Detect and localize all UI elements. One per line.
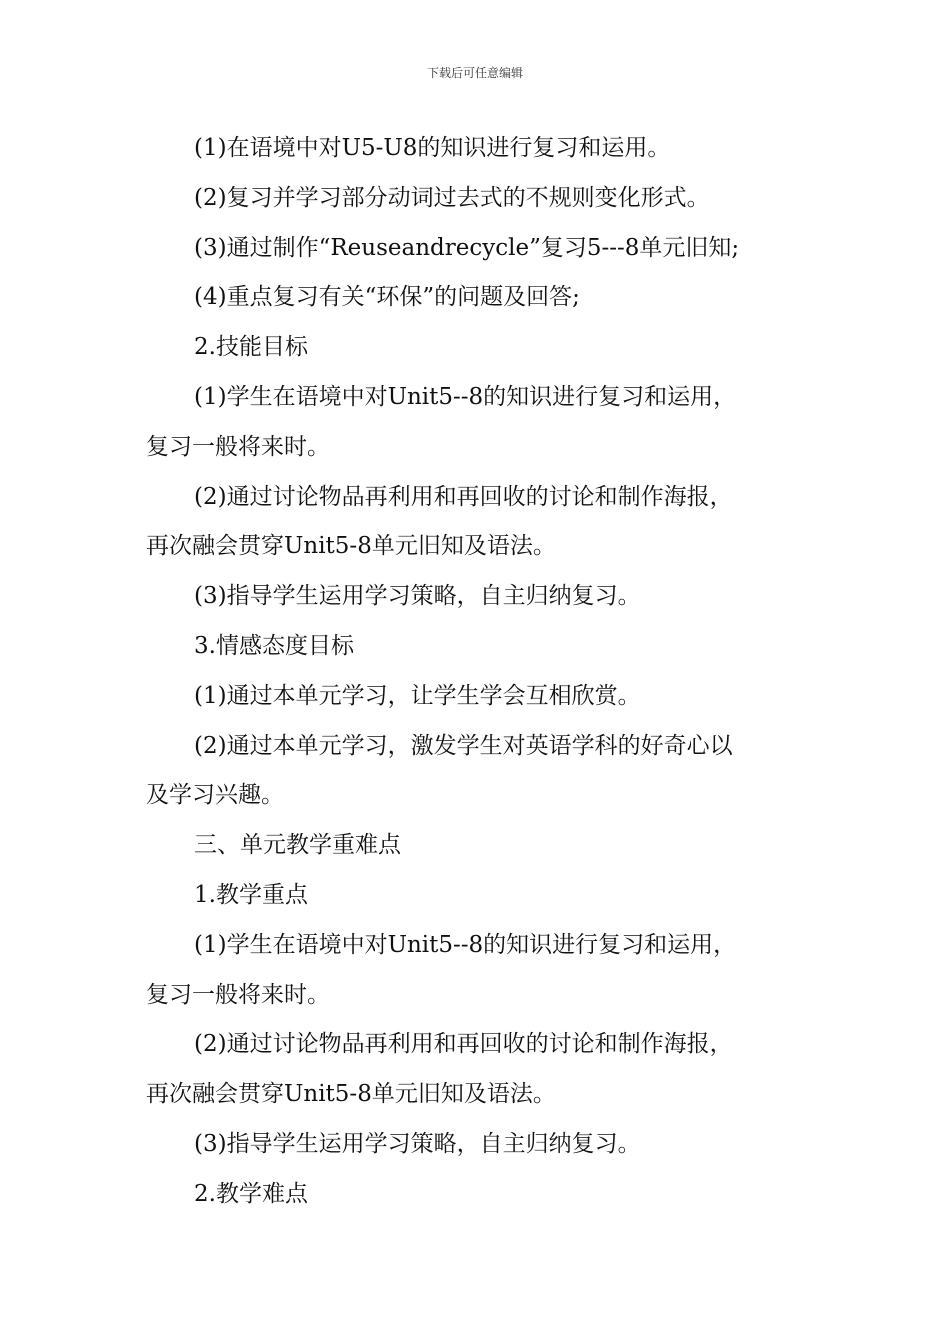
paragraph: (1)学生在语境中对Unit5--8的知识进行复习和运用， [194, 383, 737, 410]
paragraph-continuation: 再次融会贯穿Unit5-8单元旧知及语法。 [146, 1081, 556, 1108]
paragraph: (2)复习并学习部分动词过去式的不规则变化形式。 [194, 184, 710, 211]
paragraph: (3)指导学生运用学习策略，自主归纳复习。 [194, 1130, 641, 1157]
section-heading: 2.技能目标 [194, 334, 308, 361]
paragraph-continuation: 复习一般将来时。 [146, 981, 330, 1008]
paragraph: (3)指导学生运用学习策略，自主归纳复习。 [194, 583, 641, 610]
paragraph: (2)通过讨论物品再利用和再回收的讨论和制作海报， [194, 483, 733, 510]
section-heading: 三、单元教学重难点 [194, 832, 401, 859]
paragraph: (1)在语境中对U5-U8的知识进行复习和运用。 [194, 135, 671, 161]
page-header: 下载后可任意编辑 [426, 66, 523, 80]
paragraph: (1)通过本单元学习，让学生学会互相欣赏。 [194, 682, 641, 709]
paragraph-continuation: 再次融会贯穿Unit5-8单元旧知及语法。 [146, 533, 556, 560]
paragraph: (1)学生在语境中对Unit5--8的知识进行复习和运用， [194, 931, 737, 958]
paragraph-continuation: 复习一般将来时。 [146, 433, 330, 460]
paragraph: (3)通过制作“Reuseandrecycle”复习5---8单元旧知; [194, 234, 740, 261]
section-heading: 1.教学重点 [194, 881, 308, 908]
paragraph: (2)通过讨论物品再利用和再回收的讨论和制作海报， [194, 1031, 733, 1058]
section-heading: 3.情感态度目标 [194, 632, 354, 659]
document-body [146, 124, 826, 1220]
section-heading: 2.教学难点 [194, 1180, 308, 1207]
paragraph-continuation: 及学习兴趣。 [146, 782, 284, 809]
paragraph: (2)通过本单元学习，激发学生对英语学科的好奇心以 [194, 732, 733, 759]
paragraph: (4)重点复习有关“环保”的问题及回答; [194, 284, 580, 311]
